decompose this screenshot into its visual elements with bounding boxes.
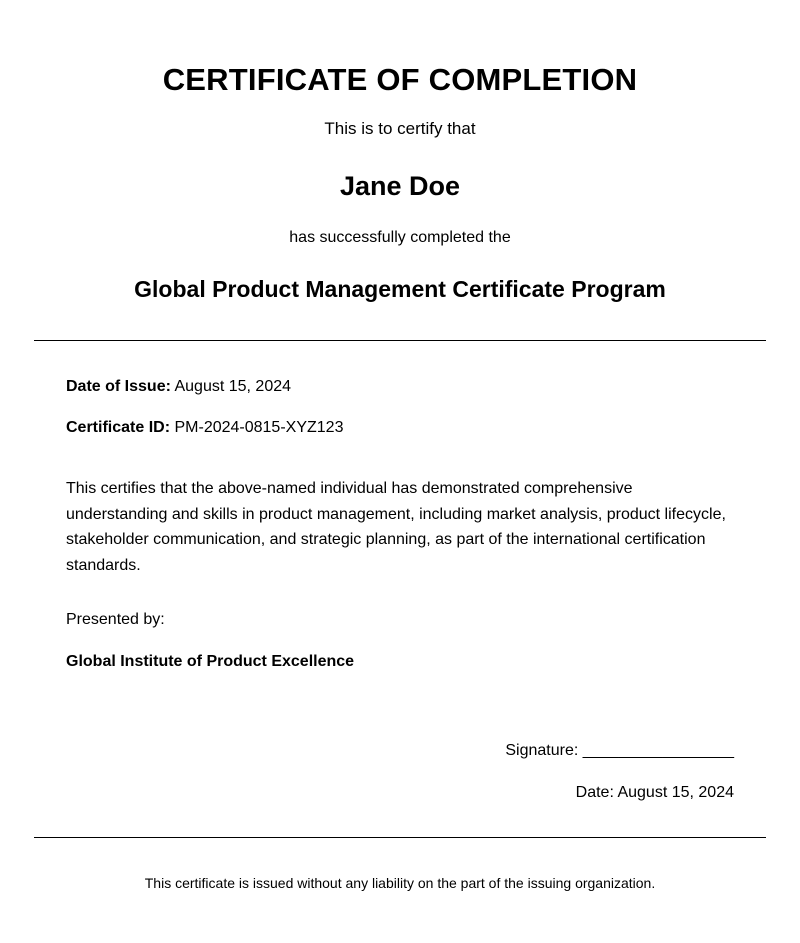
liability-disclaimer: This certificate is issued without any liability on the part of the issuing organization. (144, 875, 656, 891)
date-of-issue-value: August 15, 2024 (174, 378, 292, 395)
certificate-id-label: Certificate ID: (66, 419, 171, 436)
completion-text: has successfully completed the (289, 229, 511, 246)
bottom-divider (34, 837, 766, 838)
certificate-id-value: PM-2024-0815-XYZ123 (174, 419, 344, 436)
certify-intro: This is to certify that (324, 119, 476, 138)
date-of-issue (66, 378, 291, 396)
presented-by-label: Presented by: (66, 611, 165, 628)
date-of-issue-label: Date of Issue: (66, 378, 171, 395)
presenting-organization: Global Institute of Product Excellence (66, 653, 355, 670)
signature-date: Date: August 15, 2024 (575, 784, 734, 801)
certificate-title: CERTIFICATE OF COMPLETION (162, 62, 638, 97)
certification-statement: This certifies that the above-named individual has demonstrated comprehensive understanding and skills in product management, including market analysis, product lifecycle, stakeholder communication, and strategic planning, as part of the international certification standards. (66, 480, 726, 574)
signature-line: Signature: _________________ (505, 742, 734, 759)
recipient-name: Jane Doe (339, 171, 461, 201)
certificate-id (66, 419, 343, 437)
program-name: Global Product Management Certificate Program (134, 276, 666, 302)
top-divider (34, 340, 766, 341)
